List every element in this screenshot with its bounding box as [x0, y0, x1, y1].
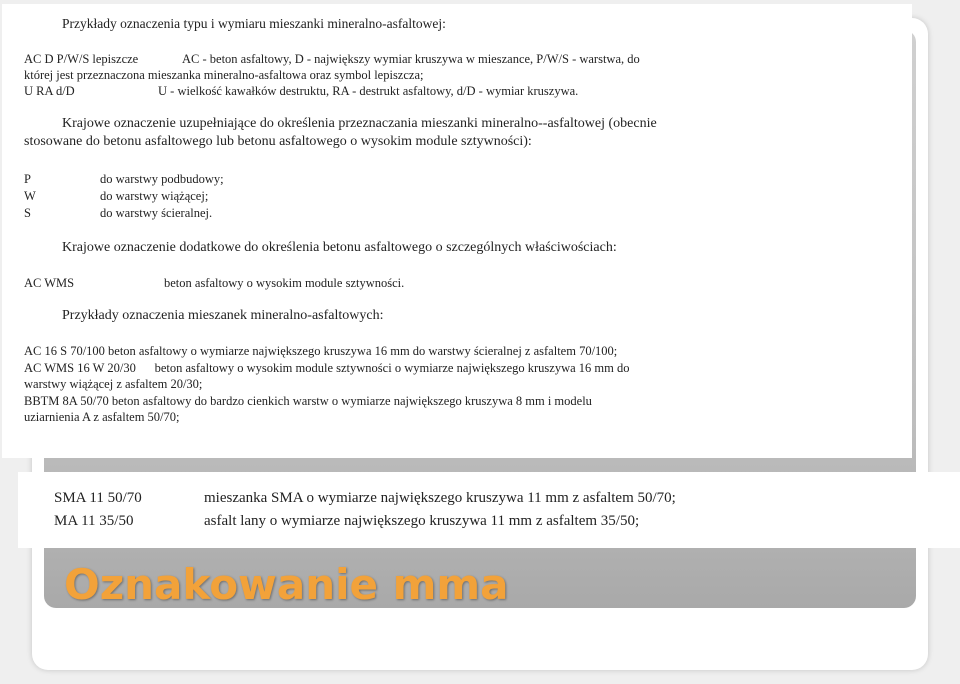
wms-code: AC WMS: [24, 276, 75, 290]
example-bbtm-line1: BBTM 8A 50/70 beton asfaltowy do bardzo cienkich warstw o wymiarze największego kruszywa 8 mm i modelu: [24, 394, 592, 408]
scanned-document-page: [2, 4, 912, 458]
paragraph-additional-designation: Krajowe oznaczenie dodatkowe do określenia betonu asfaltowego o szczególnych właściwościach:: [62, 240, 617, 255]
definition-ac-continuation: której jest przeznaczona mieszanka mineralno-asfaltowa oraz symbol lepiszcza;: [24, 68, 424, 82]
example-ma-code: MA 11 35/50: [54, 513, 134, 529]
scanned-document-strip: [18, 472, 960, 548]
heading-types: Przykłady oznaczenia typu i wymiaru mieszanki mineralno-asfaltowej:: [62, 16, 446, 31]
definition-ac-row: [24, 52, 640, 67]
example-sma-row: [54, 488, 676, 508]
layer-text: do warstwy podbudowy;: [100, 172, 224, 186]
layer-item: [24, 189, 208, 204]
example-acwms-line1: AC WMS 16 W 20/30 beton asfaltowy o wysokim module sztywności o wymiarze największego kruszywa 16 mm do: [24, 361, 630, 375]
heading-examples: Przykłady oznaczenia mieszanek mineralno-asfaltowych:: [62, 308, 384, 323]
wms-text: beton asfaltowy o wysokim module sztywności.: [164, 276, 405, 290]
layer-code: P: [24, 172, 31, 186]
wms-row: [24, 276, 404, 291]
layer-text: do warstwy wiążącej;: [100, 189, 209, 203]
example-ma-row: [54, 511, 639, 531]
slide-title: Oznakowanie mma: [64, 560, 509, 609]
layer-item: [24, 206, 212, 221]
example-acwms-line2: warstwy wiążącej z asfaltem 20/30;: [24, 377, 203, 391]
definition-ac-text: AC - beton asfaltowy, D - największy wymiar kruszywa w mieszance, P/W/S - warstwa, do: [182, 52, 640, 66]
definition-ra-row: [24, 84, 578, 99]
example-ma-text: asfalt lany o wymiarze największego kruszywa 11 mm z asfaltem 35/50;: [204, 513, 640, 529]
definition-ra-code: U RA d/D: [24, 84, 75, 98]
definition-ac-code: AC D P/W/S lepiszcze: [24, 52, 139, 66]
paragraph-national-designation-line2: stosowane do betonu asfaltowego lub betonu asfaltowego o wysokim module sztywności):: [24, 134, 532, 149]
definition-ra-text: U - wielkość kawałków destruktu, RA - destrukt asfaltowy, d/D - wymiar kruszywa.: [158, 84, 579, 98]
layer-code: S: [24, 206, 31, 220]
example-ac16: AC 16 S 70/100 beton asfaltowy o wymiarze największego kruszywa 16 mm do warstwy ścieralnej z asfaltem 70/100;: [24, 344, 618, 358]
example-sma-text: mieszanka SMA o wymiarze największego kruszywa 11 mm z asfaltem 50/70;: [204, 490, 676, 506]
layer-text: do warstwy ścieralnej.: [100, 206, 213, 220]
example-bbtm-line2: uziarnienia A z asfaltem 50/70;: [24, 410, 180, 424]
example-sma-code: SMA 11 50/70: [54, 490, 142, 506]
layer-item: [24, 172, 224, 187]
paragraph-national-designation-line1: Krajowe oznaczenie uzupełniające do określenia przeznaczania mieszanki mineralno--asfaltowej (obecnie: [62, 116, 657, 131]
layer-code: W: [24, 189, 36, 203]
